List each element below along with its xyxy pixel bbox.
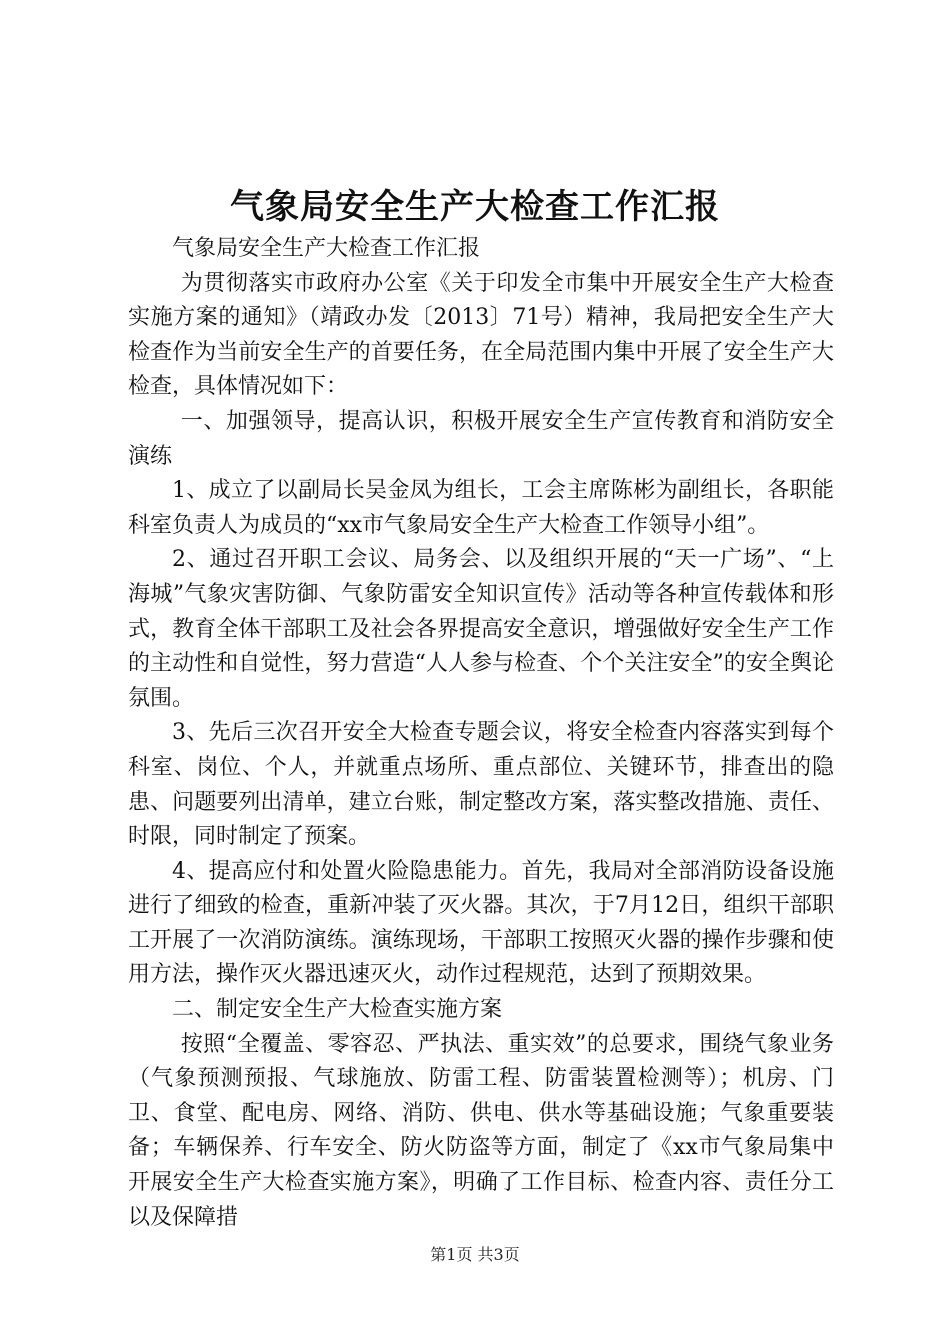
section-heading-1: 一、加强领导，提高认识，积极开展安全生产宣传教育和消防安全演练 (128, 408, 834, 469)
section-heading-2: 二、制定安全生产大检查实施方案 (172, 997, 503, 1023)
document-body (128, 232, 834, 1235)
page-footer: 第1页 共3页 (430, 1245, 520, 1264)
paragraph-intro: 为贯彻落实市政府办公室《关于印发全市集中开展安全生产大检查实施方案的通知》（靖政办发〔2013〕71号）精神，我局把安全生产大检查作为当前安全生产的首要任务，在全局范围内集中开展了安全生产大检查，具体情况如下： (128, 270, 834, 400)
paragraph-item-4: 4、提高应付和处置火险隐患能力。首先，我局对全部消防设备设施进行了细致的检查，重新冲装了灭火器。其次，于7月12日，组织干部职工开展了一次消防演练。演练现场，干部职工按照灭火器的操作步骤和使用方法，操作灭火器迅速灭火，动作过程规范，达到了预期效果。 (128, 858, 834, 988)
paragraph-item-2: 2、通过召开职工会议、局务会、以及组织开展的“天一广场”、“上海城”气象灾害防御、气象防雷安全知识宣传》活动等各种宣传载体和形式，教育全体干部职工及社会各界提高安全意识，增强做好安全生产工作的主动性和自觉性，努力营造“人人参与检查、个个关注安全”的安全舆论氛围。 (128, 547, 834, 711)
paragraph-item-3: 3、先后三次召开安全大检查专题会议，将安全检查内容落实到每个科室、岗位、个人，并就重点场所、重点部位、关键环节，排查出的隐患、问题要列出清单，建立台账，制定整改方案，落实整改措施、责任、时限，同时制定了预案。 (128, 720, 834, 850)
paragraph-item-1: 1、成立了以副局长吴金凤为组长，工会主席陈彬为副组长，各职能科室负责人为成员的“xx市气象局安全生产大检查工作领导小组”。 (128, 478, 834, 538)
paragraph-plan: 按照“全覆盖、零容忍、严执法、重实效”的总要求，围绕气象业务（气象预测预报、气球施放、防雷工程、防雷装置检测等）；机房、门卫、食堂、配电房、网络、消防、供电、供水等基础设施；气象重要装备；车辆保养、行车安全、防火防盗等方面，制定了《xx市气象局集中开展安全生产大检查实施方案》，明确了工作目标、检查内容、责任分工以及保障措 (128, 1031, 834, 1230)
paragraph-subtitle: 气象局安全生产大检查工作汇报 (172, 236, 481, 261)
document-title: 气象局安全生产大检查工作汇报 (230, 187, 720, 227)
